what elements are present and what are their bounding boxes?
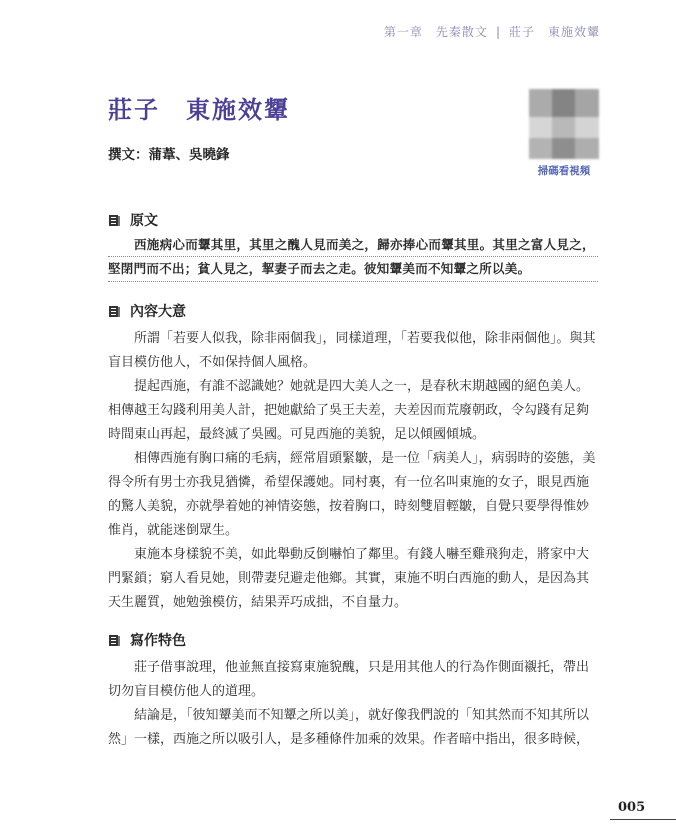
page-title [108, 90, 290, 125]
title-name: 東施效顰 [186, 95, 290, 124]
qr-caption: 掃碼看視頻 [537, 165, 591, 177]
section-heading-text: 原文 [130, 213, 158, 229]
qr-code-icon[interactable] [529, 89, 599, 159]
summary-paragraph-3: 相傳西施有胸口痛的毛病，經常眉頭緊皺，是一位「病美人」，病弱時的姿態，美得令所有男士亦我見猶憐，希望保護她。同村裏，有一位名叫東施的女子，眼見西施的驚人美貌，亦就學着她的神情姿態，按着胸口，時刻雙眉輕皺，自覺只要學得惟妙惟肖，就能迷倒眾生。 [108, 451, 596, 538]
page-number-rule [610, 819, 676, 820]
section-heading-text: 寫作特色 [130, 633, 186, 649]
original-line: 西施病心而顰其里，其里之醜人見而美之，歸亦捧心而顰其里。其里之富人見之， [134, 237, 595, 252]
original-line: 堅閉門而不出；貧人見之，挈妻子而去之走。彼知顰美而不知顰之所以美。 [108, 261, 531, 276]
summary-paragraph-1: 所謂「若要人似我，除非兩個我」，同樣道理，「若要我似他，除非兩個他」。與其盲目模仿他人，不如保持個人風格。 [108, 331, 596, 370]
page-number: 005 [618, 800, 646, 815]
header-chapter: 第一章 先秦散文 [383, 25, 488, 39]
features-paragraph-2: 結論是，「彼知顰美而不知顰之所以美」，就好像我們說的「知其然而不知其所以然」一樣，西施之所以吸引人，是多種條件加乘的效果。作者暗中指出，很多時候， [108, 708, 590, 747]
header-separator: | [495, 25, 501, 39]
summary-paragraph-2: 提起西施，有誰不認識她？她就是四大美人之一，是春秋末期越國的絕色美人。相傳越王勾踐利用美人計，把她獻給了吳王夫差，夫差因而荒廢朝政，令勾踐有足夠時間東山再起，最終滅了吳國。可見西施的美貌，足以傾國傾城。 [108, 379, 590, 442]
summary-paragraph-4: 東施本身樣貌不美，如此舉動反倒嚇怕了鄰里。有錢人嚇至雞飛狗走，將家中大門緊鎖；窮人看見她，則帶妻兒避走他鄉。其實，東施不明白西施的動人，是因為其天生麗質，她勉強模仿，結果弄巧成拙，不自量力。 [108, 547, 590, 610]
running-header [384, 23, 600, 40]
section-heading-text: 內容大意 [130, 304, 186, 320]
header-section: 莊子 東施效顰 [508, 25, 600, 39]
section-heading-features [108, 630, 186, 650]
author-credit: 撰文：蒲葦、吳曉鋒 [108, 147, 230, 163]
original-text [108, 233, 598, 281]
book-icon [108, 305, 121, 318]
title-book: 莊子 [108, 95, 160, 124]
book-icon [108, 214, 121, 227]
features-paragraph-1: 莊子借事說理，他並無直接寫東施貌醜，只是用其他人的行為作側面襯托，帶出切勿盲目模仿他人的道理。 [108, 660, 590, 699]
section-heading-summary [108, 301, 186, 321]
dotted-rule [108, 281, 598, 282]
section-heading-original [108, 210, 158, 230]
qr-code-block[interactable] [529, 89, 599, 178]
dotted-rule [108, 256, 598, 257]
book-icon [108, 634, 121, 647]
